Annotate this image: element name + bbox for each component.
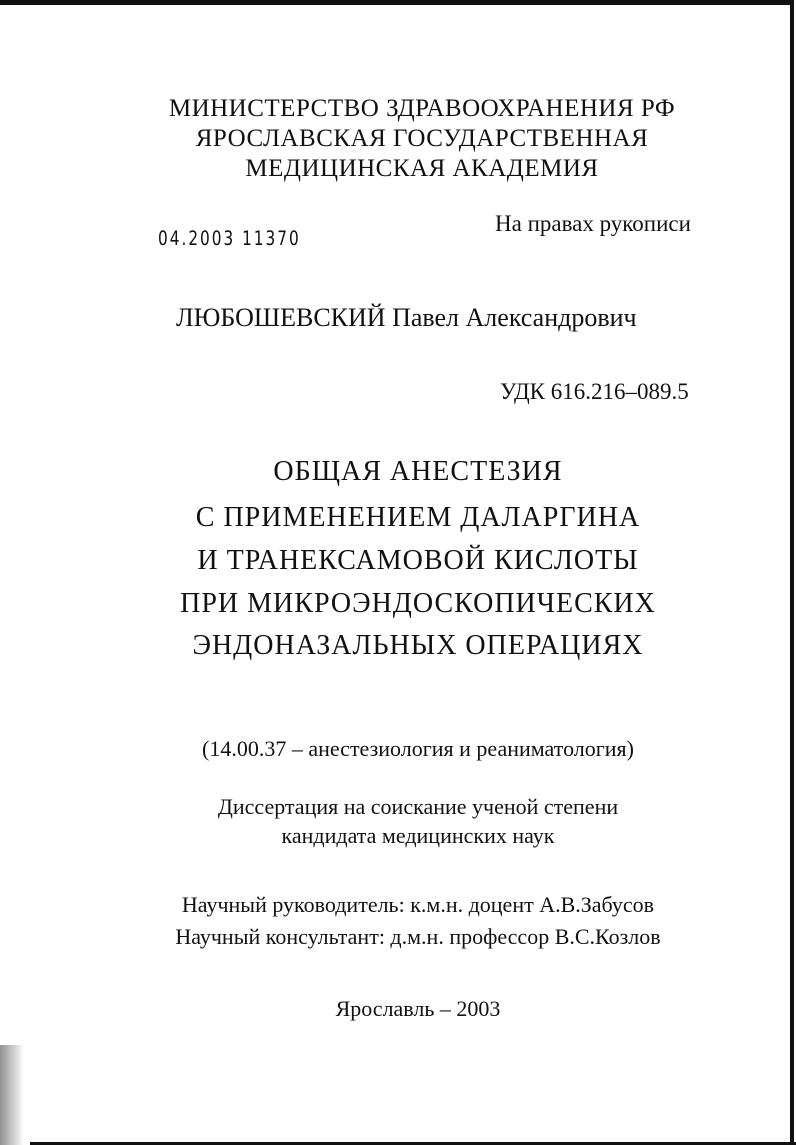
institution-line-3: МЕДИЦИНСКАЯ АКАДЕМИЯ [245,155,599,182]
title-line: С ПРИМЕНЕНИЕМ ДАЛАРГИНА [195,502,641,533]
title-line: И ТРАНЕКСАМОВОЙ КИСЛОТЫ [197,545,639,576]
institution-line-1: МИНИСТЕРСТВО ЗДРАВООХРАНЕНИЯ РФ [168,95,676,122]
scientific-consultant: Научный консультант: д.м.н. профессор В.С.Козлов [175,924,661,949]
manuscript-rights: На правах рукописи [495,211,691,236]
title-line: ЭНДОНАЗАЛЬНЫХ ОПЕРАЦИЯХ [192,630,644,661]
registration-stamp: 04.2003 11370 [158,227,301,251]
title-line: ОБЩАЯ АНЕСТЕЗИЯ [273,456,563,487]
author-name: ЛЮБОШЕВСКИЙ Павел Александрович [176,303,637,332]
title-line: ПРИ МИКРОЭНДОСКОПИЧЕСКИХ [180,588,656,619]
scan-edge-shadow [0,1045,24,1145]
institution-line-2: ЯРОСЛАВСКАЯ ГОСУДАРСТВЕННАЯ [195,125,649,152]
degree-line-2: кандидата медицинских наук [281,823,555,848]
city-year: Ярославль – 2003 [335,996,501,1021]
scan-border-top [0,0,790,5]
specialty-code: (14.00.37 – анестезиология и реаниматология) [202,736,634,761]
degree-line-1: Диссертация на соискание ученой степени [217,794,619,819]
udc-code: УДК 616.216–089.5 [500,379,689,404]
scientific-supervisor: Научный руководитель: к.м.н. доцент А.В.Забусов [181,892,655,917]
